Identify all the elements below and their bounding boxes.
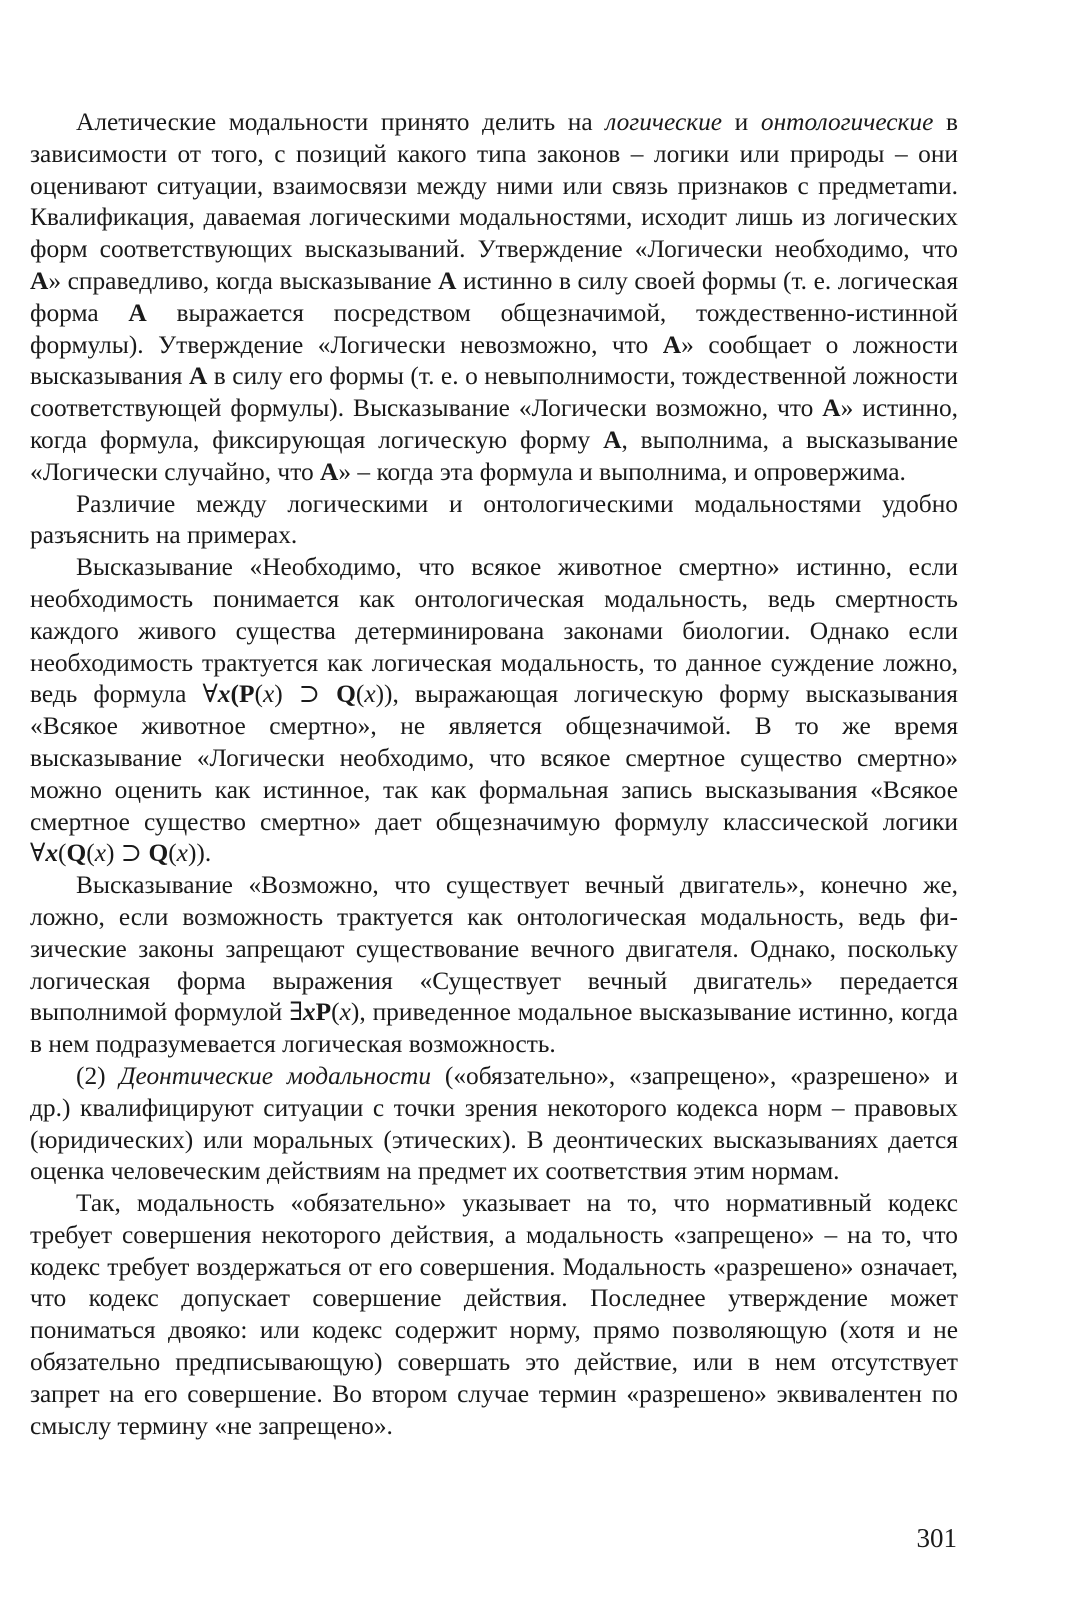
page-number: 301	[916, 1523, 957, 1553]
bold-run: A	[320, 457, 339, 486]
italic-run: онтологические	[760, 108, 934, 136]
italic-run: x	[339, 998, 351, 1027]
text-run: (	[254, 680, 263, 709]
bold-run: A	[188, 362, 208, 391]
text-run: в силу его формы (т. е. о невыполнимости, тождественной ложности соответствующей формулы). Высказывание «Логически возможно, что	[30, 362, 958, 423]
text-run: Высказывание «Возможно, что существует вечный двигатель», конечно же, ложно, если возможность трактуется как онтологическая модальность, ведь физические законы запрещают существование вечного двигателя. Однако, поскольку логическая форма выражения «Существует вечный двигатель» передается выполнимой формулой ∃	[30, 871, 958, 1027]
bold-run: Q	[148, 839, 169, 868]
text-run: Алетические модальности принято делить на	[76, 108, 606, 136]
text-run: ) ⊃	[106, 839, 149, 868]
bold-run: Q	[66, 839, 87, 868]
bold-run: Q	[336, 680, 356, 709]
text-run: (	[58, 839, 67, 868]
bold-run: A	[662, 330, 682, 359]
body-text	[30, 107, 958, 1442]
italic-run: x	[364, 680, 376, 709]
text-run: Высказывание «Необходимо, что всякое животное смертно» истинно, если необходимость понимается как онтологическая модальность, ведь смертность каждого живого существа детерминирована законами биологии. Однако если необходимость трактуется как логическая модальность, то данное суждение ложно, ведь формула ∀	[30, 553, 958, 709]
text-run: ), приведенное модальное высказывание истинно, когда в нем подразумевается логическая возможность.	[30, 998, 958, 1059]
paragraph	[30, 552, 958, 870]
bold-run: A	[128, 298, 147, 327]
italic-run: x	[176, 839, 188, 868]
bold-run: (	[230, 680, 239, 709]
text-run: (	[331, 998, 340, 1027]
text-run: )), выражающая логическую форму высказывания «Всякое животное смертно», не является общезначимой. В то же время высказывание «Логически необходимо, что всякое смертное существо смертно» можно оценить как истинное, так как формальная запись высказывания «Всякое смертное существо смертно» дает общезначимую формулу классической логики ∀	[30, 680, 958, 868]
text-run: выражается посредством общезначимой, тождественно-истинной формулы). Утверждение «Логически невозможно, что	[30, 298, 958, 359]
text-run: (	[86, 839, 95, 868]
italic-run: x	[94, 839, 106, 868]
text-run: » – когда эта формула и выполнима, и опровержима.	[338, 457, 906, 486]
text-run: Так, модальность «обязательно» указывает на то, что нормативный кодекс требует совершения некоторого действия, а модальность «запрещено» – на то, что кодекс требует воздержаться от его совершения. Модальность «разрешено» означает, что кодекс допускает совершение действия. Последнее утверждение может пониматься двояко: или кодекс содержит норму, прямо позволяющую (хотя и не обязательно предписывающую) совершать это действие, или в нем отсутствует запрет на его совершение. Во втором случае термин «разрешено» эквивалентен по смыслу термину «не запрещено».	[30, 1189, 958, 1440]
italic-run: Деонтические модальности	[119, 1061, 432, 1090]
bold-run: A	[438, 266, 457, 295]
text-run: » истинно, когда формула, фиксирующая логическую форму	[30, 394, 959, 454]
paragraph	[30, 1188, 958, 1442]
variable-run: x	[217, 680, 231, 709]
text-run: )).	[187, 839, 212, 868]
text-run: в зависимости от того, с позиций какого типа законов – логики или природы – они оценивают ситуации, взаимосвязи между ними или связь признаков с предметаmи. Квалификация, даваемая логическими модальностями, исходит лишь из логических форм соответствующих высказываний. Утверждение «Логически необходимо, что	[30, 108, 958, 264]
text-run: ) ⊃	[274, 680, 337, 709]
bold-run: A	[822, 394, 841, 423]
italic-run: логические	[605, 108, 723, 136]
text-run: (	[168, 839, 177, 868]
bold-run: P	[238, 680, 255, 709]
bold-run: P	[315, 998, 332, 1027]
text-run: » сообщает о ложности высказывания	[30, 330, 958, 391]
text-run: («обязательно», «запрещено», «разрешено» и др.) квалифицируют ситуации с точки зрения некоторого кодекса норм – правовых (юридических) или моральных (этических). В деонтических высказываниях дается оценка человеческим действиям на предмет их соответствия этим нормам.	[30, 1061, 958, 1186]
bold-run: A	[603, 425, 622, 454]
text-run: и	[722, 108, 761, 136]
text-run: » справедливо, когда высказывание	[48, 266, 439, 295]
bold-run: A	[30, 266, 49, 295]
variable-run: x	[45, 839, 59, 868]
text-run: Различие между логическими и онтологическими модальностями удобно разъяснить на примерах.	[30, 489, 958, 550]
paragraph	[30, 870, 958, 1061]
italic-run: x	[262, 680, 275, 709]
text-run: (2)	[76, 1061, 120, 1090]
text-run: (	[355, 680, 365, 709]
paragraph	[30, 107, 958, 489]
paragraph	[30, 1061, 958, 1188]
text-run: , выполнима, а высказывание «Логически случайно, что	[30, 425, 958, 486]
variable-run: x	[302, 998, 316, 1027]
paragraph	[30, 489, 958, 553]
text-run: истинно в силу своей формы (т. е. логическая форма	[30, 266, 958, 327]
